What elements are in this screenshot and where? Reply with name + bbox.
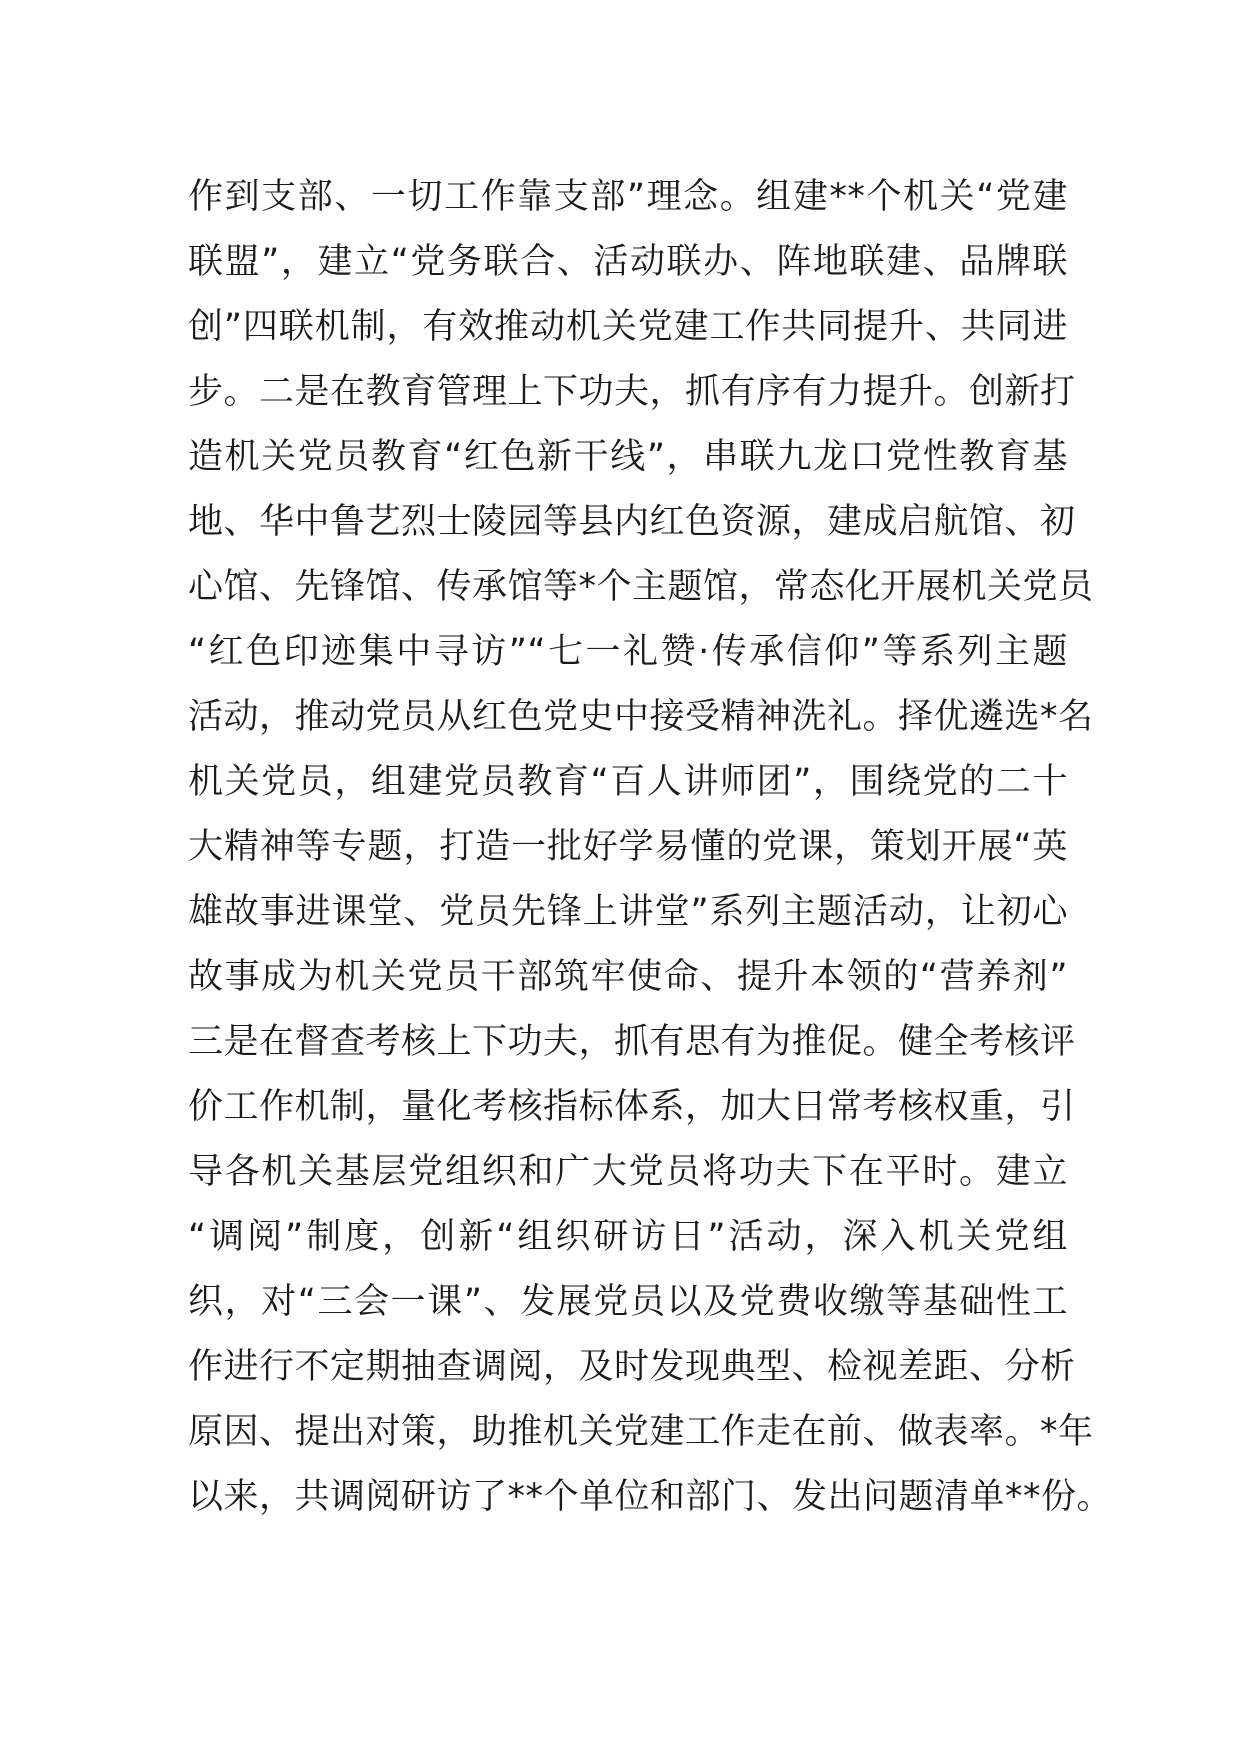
text-line: 活动，推动党员从红色党史中接受精神洗礼。择优遴选*名: [188, 697, 1094, 737]
text-line: 导各机关基层党组织和广大党员将功夫下在平时。建立: [188, 1152, 1068, 1192]
text-line: 作到支部、一切工作靠支部”理念。组建**个机关“党建: [188, 177, 1068, 217]
text-line: 原因、提出对策，助推机关党建工作走在前、做表率。*年: [188, 1412, 1094, 1452]
text-line: “红色印迹集中寻访”“七一礼赞·传承信仰”等系列主题: [188, 632, 1068, 672]
text-line: 地、华中鲁艺烈士陵园等县内红色资源，建成启航馆、初: [188, 502, 1076, 542]
text-line: 步。二是在教育管理上下功夫，抓有序有力提升。创新打: [188, 372, 1076, 412]
text-line: 以来，共调阅研访了**个单位和部门、发出问题清单**份。: [188, 1477, 1113, 1517]
text-line: 雄故事进课堂、党员先锋上讲堂”系列主题活动，让初心: [188, 892, 1068, 932]
text-line: 价工作机制，量化考核指标体系，加大日常考核权重，引: [188, 1087, 1076, 1127]
text-line: 织，对“三会一课”、发展党员以及党费收缴等基础性工: [188, 1282, 1068, 1322]
text-line: 大精神等专题，打造一批好学易懂的党课，策划开展“英: [188, 827, 1068, 867]
text-line: 造机关党员教育“红色新干线”，串联九龙口党性教育基: [188, 437, 1068, 477]
text-line: “调阅”制度，创新“组织研访日”活动，深入机关党组: [188, 1217, 1068, 1257]
text-line: 机关党员，组建党员教育“百人讲师团”，围绕党的二十: [188, 762, 1068, 802]
text-line: 故事成为机关党员干部筑牢使命、提升本领的“营养剂”: [188, 957, 1068, 997]
body-paragraph: [188, 165, 1113, 1530]
text-line: 创”四联机制，有效推动机关党建工作共同提升、共同进: [188, 307, 1068, 347]
text-line: 联盟”，建立“党务联合、活动联办、阵地联建、品牌联: [188, 242, 1068, 282]
text-line: 心馆、先锋馆、传承馆等*个主题馆，常态化开展机关党员: [188, 567, 1094, 607]
text-line: 作进行不定期抽查调阅，及时发现典型、检视差距、分析: [188, 1347, 1076, 1387]
text-line: 三是在督查考核上下功夫，抓有思有为推促。健全考核评: [188, 1022, 1076, 1062]
